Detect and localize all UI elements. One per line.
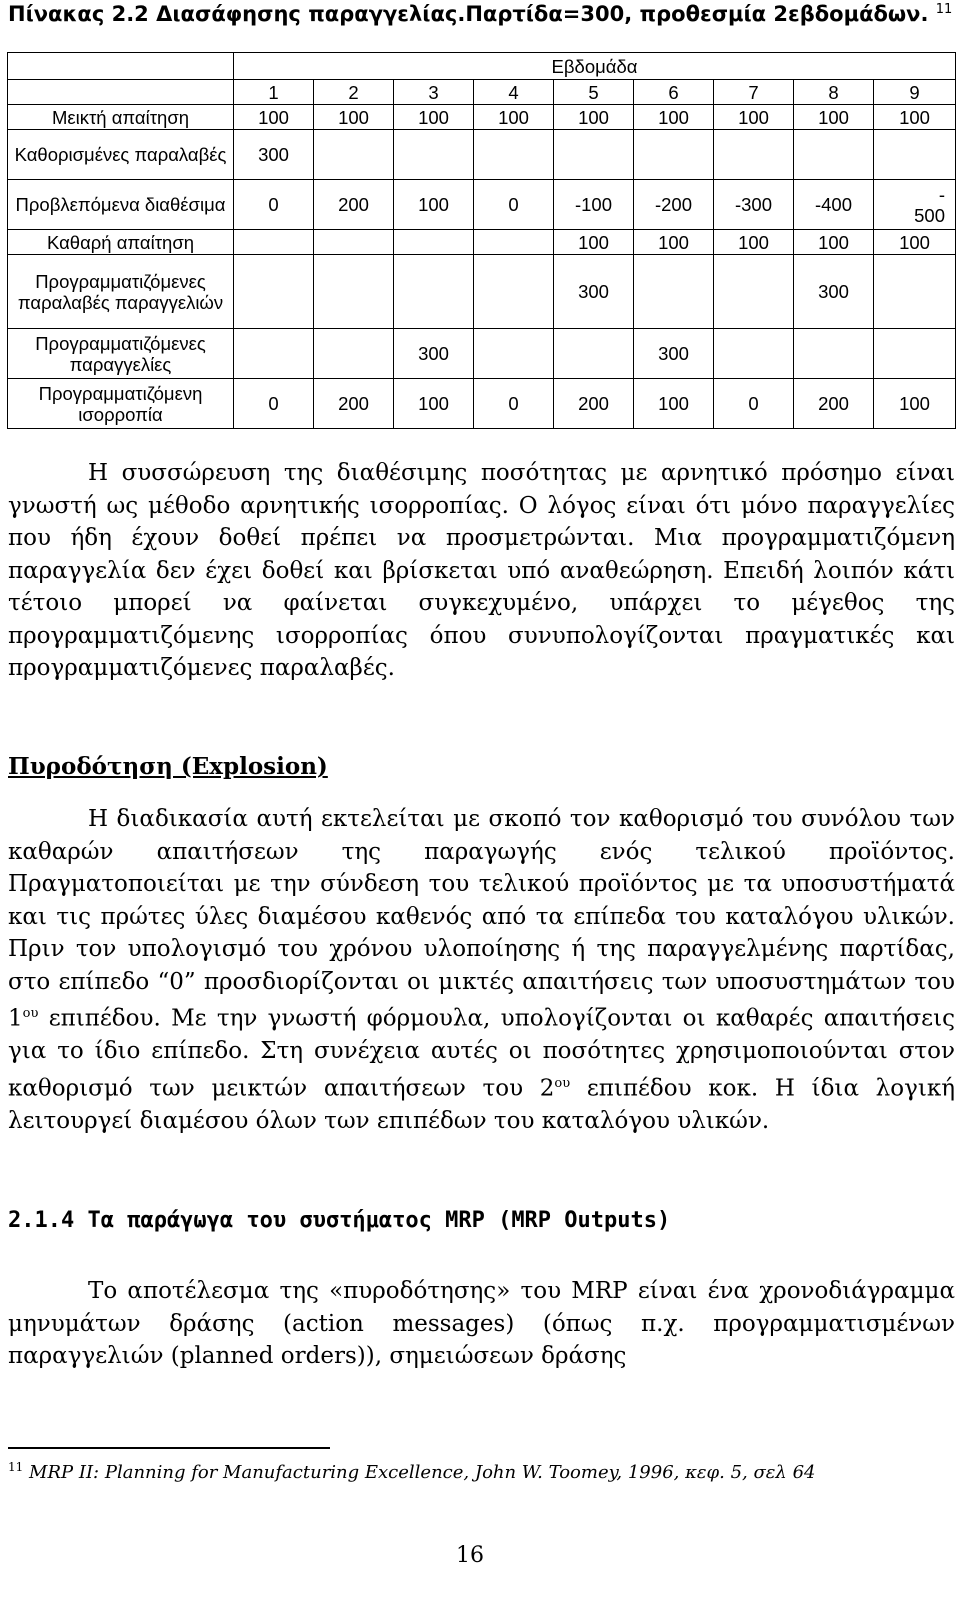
table-cell: [474, 329, 554, 379]
footnote-separator: [8, 1447, 330, 1449]
week-number: 6: [634, 80, 714, 105]
heading-explosion: Πυροδότηση (Explosion): [8, 753, 328, 780]
row-label: Καθορισμένες παραλαβές: [8, 130, 234, 180]
table-cell: 300: [394, 329, 474, 379]
table-cell: 100: [394, 180, 474, 230]
table-cell: 100: [314, 105, 394, 130]
week-numbers-row: [8, 80, 956, 105]
paragraph-explosion: [8, 803, 955, 1137]
table-cell: [794, 130, 874, 180]
table-row: [8, 329, 956, 379]
table-cell: 100: [394, 105, 474, 130]
footnote: [8, 1460, 815, 1483]
table-cell: [234, 255, 314, 329]
caption-text: Πίνακας 2.2 Διασάφησης παραγγελίας.Παρτίδα=300, προθεσμία 2εβδομάδων.: [8, 2, 929, 26]
table-cell: 100: [634, 105, 714, 130]
table-cell: [634, 130, 714, 180]
table-cell: 0: [474, 379, 554, 429]
week-number: 8: [794, 80, 874, 105]
week-number: 7: [714, 80, 794, 105]
superscript: ου: [554, 1075, 571, 1091]
table-cell: [714, 255, 794, 329]
table-cell: [874, 180, 956, 230]
table-cell: [314, 230, 394, 255]
table-cell: [314, 130, 394, 180]
table-cell: -300: [714, 180, 794, 230]
table-cell: [874, 255, 956, 329]
paragraph-negative-balance: [8, 457, 955, 685]
table-cell: [394, 255, 474, 329]
row-label: Προβλεπόμενα διαθέσιμα: [8, 180, 234, 230]
row-label: Προγραμματιζόμενες παραλαβές παραγγελιών: [8, 255, 234, 329]
table-cell: [874, 329, 956, 379]
table-cell: -400: [794, 180, 874, 230]
section-heading: 2.1.4 Τα παράγωγα του συστήματος MRP (MRP Outputs): [8, 1208, 671, 1233]
table-cell: -100: [554, 180, 634, 230]
footnote-number: 11: [8, 1460, 24, 1474]
week-number: 3: [394, 80, 474, 105]
table-cell: [554, 130, 634, 180]
footnote-text: MRP II: Planning for Manufacturing Excellence, John W. Toomey, 1996, κεφ. 5, σελ 64: [29, 1462, 816, 1483]
table-cell: 100: [794, 230, 874, 255]
row-label: Προγραμματιζόμενη ισορροπία: [8, 379, 234, 429]
table-cell: 100: [714, 105, 794, 130]
week-header: Εβδομάδα: [234, 53, 956, 80]
table-cell: [554, 329, 634, 379]
paragraph-text: Το αποτέλεσμα της «πυροδότησης» του MRP είναι ένα χρονοδιάγραμμα μηνυμάτων δράσης (action messages) (όπως π.χ. προγραμματισμένων παραγγελιών (planned orders)), σημειώσεων δράσης: [8, 1278, 955, 1369]
week-number: 2: [314, 80, 394, 105]
table-cell: [474, 130, 554, 180]
table-cell: [314, 329, 394, 379]
cell-line: -: [938, 183, 946, 205]
superscript: ου: [22, 1006, 39, 1021]
week-number: 1: [234, 80, 314, 105]
table-caption: [8, 2, 952, 26]
row-label: Καθαρή απαίτηση: [8, 230, 234, 255]
table-cell: 100: [794, 105, 874, 130]
table-cell: 300: [794, 255, 874, 329]
table-row: [8, 130, 956, 180]
table-cell: 0: [714, 379, 794, 429]
table-cell: 200: [554, 379, 634, 429]
table-cell: 100: [474, 105, 554, 130]
table-row: [8, 180, 956, 230]
table-cell: 100: [714, 230, 794, 255]
table-cell: 100: [554, 230, 634, 255]
table-row: [8, 105, 956, 130]
table-cell: 300: [634, 329, 714, 379]
table-cell: 100: [874, 379, 956, 429]
table-cell: 200: [794, 379, 874, 429]
table-cell: [874, 130, 956, 180]
table-cell: [314, 255, 394, 329]
table-cell: 100: [554, 105, 634, 130]
table-cell: -200: [634, 180, 714, 230]
paragraph-text: Η συσσώρευση της διαθέσιμης ποσότητας με αρνητικό πρόσημο είναι γνωστή ως μέθοδο αρνητικής ισορροπίας. Ο λόγος είναι ότι μόνο παραγγελίες που ήδη έχουν δοθεί πρέπει να προσμετρώνται. Μια προγραμματιζόμενη παραγγελία δεν έχει δοθεί και βρίσκεται υπό αναθεώρηση. Επειδή λοιπόν κάτι τέτοιο μπορεί να φαίνεται συγκεχυμένο, υπάρχει το μέγεθος της προγραμματιζόμενης ισορροπίας όπου συνυπολογίζονται πραγματικές και προγραμματιζόμενες παραλαβές.: [8, 460, 955, 681]
table-row: [8, 379, 956, 429]
week-header-row: [8, 53, 956, 80]
table-cell: 100: [874, 105, 956, 130]
table-cell: 100: [634, 230, 714, 255]
table-cell: 100: [634, 379, 714, 429]
table-cell: 100: [394, 379, 474, 429]
table-cell: [634, 255, 714, 329]
corner-cell: [8, 53, 234, 80]
cell-line: 500: [914, 204, 946, 226]
table-cell: [474, 230, 554, 255]
table-cell: [714, 130, 794, 180]
week-number: 9: [874, 80, 956, 105]
table-cell: [234, 329, 314, 379]
table-cell: 300: [554, 255, 634, 329]
table-cell: [394, 130, 474, 180]
table-cell: [474, 255, 554, 329]
footnote-ref: 11: [935, 2, 953, 17]
table-cell: 0: [234, 180, 314, 230]
paragraph-text-3: επιπέδου κοκ. Η ίδια λογική λειτουργεί διαμέσου όλων των επιπέδων του καταλόγου υλικών.: [8, 1075, 955, 1134]
week-number: 4: [474, 80, 554, 105]
table-cell: 100: [234, 105, 314, 130]
table-cell: [714, 329, 794, 379]
week-number: 5: [554, 80, 634, 105]
table-cell: 200: [314, 379, 394, 429]
paragraph-outputs: [8, 1275, 955, 1373]
table-row: [8, 230, 956, 255]
table-row: [8, 255, 956, 329]
page-number: 16: [456, 1543, 484, 1568]
corner-cell: [8, 80, 234, 105]
table-cell: 200: [314, 180, 394, 230]
table-cell: 300: [234, 130, 314, 180]
paragraph-text-2: επιπέδου. Με την γνωστή φόρμουλα, υπολογίζονται οι καθαρές απαιτήσεις για το ίδιο επίπεδο. Στη συνέχεια αυτές οι ποσότητες χρησιμοποιούνται στον καθορισμό των μεικτών απαιτήσεων του 2: [8, 1005, 955, 1102]
paragraph-text-1: Η διαδικασία αυτή εκτελείται με σκοπό τον καθορισμό του συνόλου των καθαρών απαιτήσεων της παραγωγής ενός τελικού προϊόντος. Πραγματοποιείται με την σύνδεση του τελικού προϊόντος με τα υποσυστήματά και τις πρώτες ύλες διαμέσου καθενός από τα επίπεδα του καταλόγου υλικών. Πριν τον υπολογισμό του χρόνου υλοποίησης ή της παραγγελμένης παρτίδας, στο επίπεδο “0” προσδιορίζονται οι μικτές απαιτήσεις των υποσυστημάτων του 1: [8, 806, 955, 1032]
row-label: Μεικτή απαίτηση: [8, 105, 234, 130]
table-cell: 0: [234, 379, 314, 429]
table-cell: [234, 230, 314, 255]
table-cell: [394, 230, 474, 255]
row-label: Προγραμματιζόμενες παραγγελίες: [8, 329, 234, 379]
table-cell: 0: [474, 180, 554, 230]
table-cell: 100: [874, 230, 956, 255]
mrp-table: [7, 52, 956, 429]
table-cell: [794, 329, 874, 379]
